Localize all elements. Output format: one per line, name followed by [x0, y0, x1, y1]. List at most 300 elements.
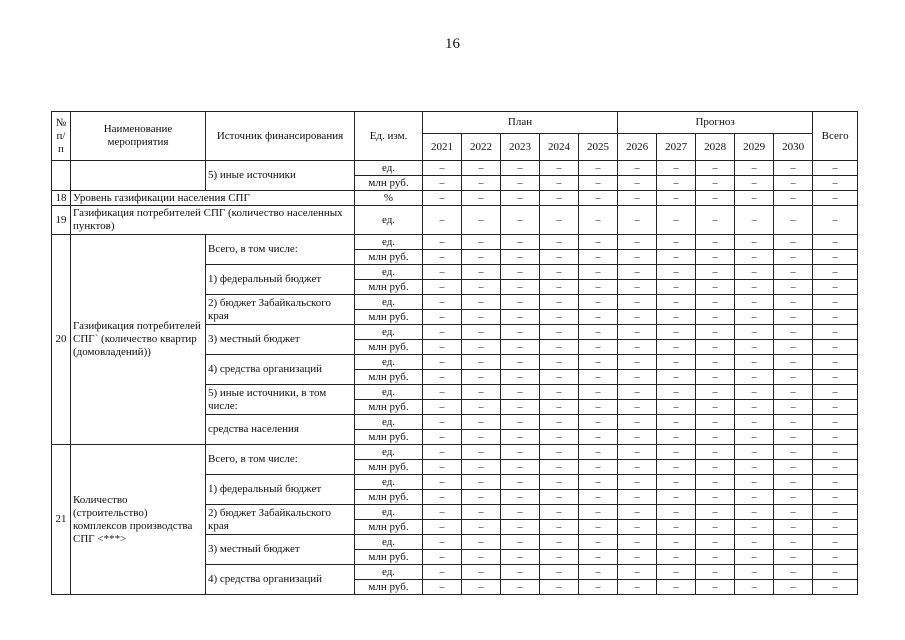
value-cell: – [657, 400, 696, 415]
unit-cell: ед. [355, 235, 423, 250]
unit-cell: % [355, 191, 423, 206]
value-cell: – [540, 520, 579, 535]
value-cell: – [540, 385, 579, 400]
year-header: 2028 [696, 134, 735, 161]
value-cell: – [423, 550, 462, 565]
value-cell: – [618, 235, 657, 250]
value-cell: – [735, 430, 774, 445]
value-cell: – [501, 505, 540, 520]
value-cell: – [540, 370, 579, 385]
value-cell: – [462, 340, 501, 355]
value-cell: – [540, 206, 579, 235]
value-cell: – [696, 370, 735, 385]
value-cell: – [774, 490, 813, 505]
value-cell: – [579, 580, 618, 595]
value-cell: – [618, 250, 657, 265]
value-cell: – [735, 385, 774, 400]
source-cell: 1) федеральный бюджет [206, 265, 355, 295]
unit-cell: млн руб. [355, 280, 423, 295]
value-cell: – [696, 340, 735, 355]
value-cell: – [462, 565, 501, 580]
value-cell: – [696, 415, 735, 430]
value-cell: – [579, 161, 618, 176]
value-cell: – [423, 235, 462, 250]
unit-cell: ед. [355, 475, 423, 490]
value-cell: – [501, 310, 540, 325]
value-cell: – [462, 535, 501, 550]
value-cell: – [423, 565, 462, 580]
value-cell: – [579, 445, 618, 460]
value-cell: – [462, 265, 501, 280]
value-cell: – [423, 490, 462, 505]
value-cell: – [423, 176, 462, 191]
value-cell: – [462, 176, 501, 191]
value-cell: – [813, 385, 858, 400]
value-cell: – [774, 280, 813, 295]
value-cell: – [774, 235, 813, 250]
header-plan: План [423, 112, 618, 134]
value-cell: – [774, 325, 813, 340]
header-unit: Ед. изм. [355, 112, 423, 161]
value-cell: – [462, 325, 501, 340]
value-cell: – [423, 340, 462, 355]
header-name: Наименование мероприятия [71, 112, 206, 161]
value-cell: – [618, 400, 657, 415]
row-number: 21 [52, 445, 71, 595]
value-cell: – [735, 206, 774, 235]
unit-cell: млн руб. [355, 580, 423, 595]
year-header: 2029 [735, 134, 774, 161]
value-cell: – [423, 325, 462, 340]
value-cell: – [735, 565, 774, 580]
value-cell: – [462, 430, 501, 445]
value-cell: – [696, 430, 735, 445]
value-cell: – [735, 550, 774, 565]
value-cell: – [735, 475, 774, 490]
value-cell: – [696, 385, 735, 400]
source-cell: 2) бюджет Забайкальского края [206, 295, 355, 325]
value-cell: – [579, 310, 618, 325]
value-cell: – [774, 206, 813, 235]
value-cell: – [774, 565, 813, 580]
value-cell: – [423, 191, 462, 206]
value-cell: – [657, 295, 696, 310]
value-cell: – [696, 280, 735, 295]
value-cell: – [501, 280, 540, 295]
unit-cell: ед. [355, 355, 423, 370]
year-header: 2026 [618, 134, 657, 161]
value-cell: – [540, 235, 579, 250]
value-cell: – [462, 505, 501, 520]
value-cell: – [657, 565, 696, 580]
value-cell: – [657, 355, 696, 370]
value-cell: – [579, 295, 618, 310]
value-cell: – [657, 460, 696, 475]
value-cell: – [618, 370, 657, 385]
unit-cell: ед. [355, 565, 423, 580]
value-cell: – [618, 445, 657, 460]
value-cell: – [813, 250, 858, 265]
value-cell: – [735, 490, 774, 505]
value-cell: – [618, 430, 657, 445]
unit-cell: ед. [355, 265, 423, 280]
value-cell: – [540, 430, 579, 445]
value-cell: – [540, 505, 579, 520]
measure-name: Газификация потребителей СПГ` (количество квартир (домовладений)) [71, 235, 206, 445]
value-cell: – [774, 505, 813, 520]
year-header: 2024 [540, 134, 579, 161]
value-cell: – [735, 325, 774, 340]
value-cell: – [462, 310, 501, 325]
value-cell: – [774, 400, 813, 415]
value-cell: – [540, 161, 579, 176]
value-cell: – [696, 445, 735, 460]
value-cell: – [618, 550, 657, 565]
source-cell: Всего, в том числе: [206, 235, 355, 265]
value-cell: – [579, 430, 618, 445]
value-cell: – [579, 250, 618, 265]
value-cell: – [462, 550, 501, 565]
value-cell: – [462, 235, 501, 250]
value-cell: – [813, 475, 858, 490]
value-cell: – [579, 325, 618, 340]
value-cell: – [696, 475, 735, 490]
source-cell: 4) средства организаций [206, 355, 355, 385]
unit-cell: ед. [355, 535, 423, 550]
value-cell: – [423, 280, 462, 295]
value-cell: – [657, 310, 696, 325]
value-cell: – [813, 415, 858, 430]
value-cell: – [735, 400, 774, 415]
value-cell: – [579, 280, 618, 295]
value-cell: – [735, 295, 774, 310]
value-cell: – [774, 340, 813, 355]
value-cell: – [540, 580, 579, 595]
value-cell: – [657, 415, 696, 430]
value-cell: – [501, 370, 540, 385]
value-cell: – [696, 535, 735, 550]
value-cell: – [501, 460, 540, 475]
unit-cell: млн руб. [355, 490, 423, 505]
value-cell: – [501, 265, 540, 280]
value-cell: – [735, 580, 774, 595]
value-cell: – [423, 430, 462, 445]
value-cell: – [618, 191, 657, 206]
value-cell: – [540, 445, 579, 460]
value-cell: – [813, 430, 858, 445]
value-cell: – [813, 520, 858, 535]
value-cell: – [540, 415, 579, 430]
value-cell: – [657, 161, 696, 176]
name-cell [71, 161, 206, 191]
value-cell: – [423, 400, 462, 415]
value-cell: – [813, 550, 858, 565]
value-cell: – [540, 400, 579, 415]
value-cell: – [618, 415, 657, 430]
source-cell: 5) иные источники [206, 161, 355, 191]
value-cell: – [501, 430, 540, 445]
value-cell: – [774, 445, 813, 460]
value-cell: – [657, 550, 696, 565]
value-cell: – [657, 191, 696, 206]
row-number: 18 [52, 191, 71, 206]
header-source: Источник финансирования [206, 112, 355, 161]
unit-cell: млн руб. [355, 430, 423, 445]
value-cell: – [501, 235, 540, 250]
value-cell: – [462, 370, 501, 385]
value-cell: – [579, 265, 618, 280]
value-cell: – [657, 325, 696, 340]
value-cell: – [540, 355, 579, 370]
value-cell: – [657, 520, 696, 535]
value-cell: – [462, 206, 501, 235]
value-cell: – [657, 340, 696, 355]
value-cell: – [735, 191, 774, 206]
unit-cell: млн руб. [355, 250, 423, 265]
value-cell: – [696, 206, 735, 235]
value-cell: – [540, 250, 579, 265]
value-cell: – [501, 325, 540, 340]
source-cell: средства населения [206, 415, 355, 445]
value-cell: – [813, 370, 858, 385]
value-cell: – [735, 265, 774, 280]
unit-cell: млн руб. [355, 520, 423, 535]
unit-cell: ед. [355, 505, 423, 520]
value-cell: – [657, 370, 696, 385]
value-cell: – [696, 490, 735, 505]
value-cell: – [774, 475, 813, 490]
value-cell: – [579, 520, 618, 535]
value-cell: – [579, 191, 618, 206]
value-cell: – [423, 250, 462, 265]
value-cell: – [579, 176, 618, 191]
value-cell: – [423, 445, 462, 460]
value-cell: – [579, 505, 618, 520]
value-cell: – [540, 191, 579, 206]
value-cell: – [501, 340, 540, 355]
value-cell: – [540, 325, 579, 340]
year-header: 2027 [657, 134, 696, 161]
unit-cell: ед. [355, 295, 423, 310]
value-cell: – [462, 490, 501, 505]
measure-name: Количество (строительство) комплексов производства СПГ <***> [71, 445, 206, 595]
value-cell: – [618, 265, 657, 280]
value-cell: – [579, 550, 618, 565]
value-cell: – [540, 280, 579, 295]
value-cell: – [423, 355, 462, 370]
value-cell: – [657, 475, 696, 490]
value-cell: – [774, 295, 813, 310]
value-cell: – [462, 295, 501, 310]
value-cell: – [501, 445, 540, 460]
value-cell: – [657, 445, 696, 460]
value-cell: – [696, 355, 735, 370]
value-cell: – [657, 430, 696, 445]
source-cell: 5) иные источники, в том числе: [206, 385, 355, 415]
value-cell: – [657, 265, 696, 280]
value-cell: – [696, 505, 735, 520]
value-cell: – [618, 295, 657, 310]
value-cell: – [813, 325, 858, 340]
value-cell: – [813, 161, 858, 176]
value-cell: – [735, 161, 774, 176]
value-cell: – [579, 370, 618, 385]
value-cell: – [813, 176, 858, 191]
value-cell: – [813, 310, 858, 325]
value-cell: – [657, 490, 696, 505]
value-cell: – [423, 475, 462, 490]
value-cell: – [618, 520, 657, 535]
unit-cell: ед. [355, 161, 423, 176]
value-cell: – [579, 460, 618, 475]
value-cell: – [540, 535, 579, 550]
page-number: 16 [445, 36, 460, 52]
value-cell: – [813, 355, 858, 370]
source-cell: 3) местный бюджет [206, 325, 355, 355]
value-cell: – [501, 295, 540, 310]
value-cell: – [501, 580, 540, 595]
value-cell: – [462, 161, 501, 176]
value-cell: – [540, 295, 579, 310]
value-cell: – [423, 310, 462, 325]
value-cell: – [618, 340, 657, 355]
value-cell: – [774, 191, 813, 206]
value-cell: – [735, 280, 774, 295]
value-cell: – [813, 505, 858, 520]
value-cell: – [501, 475, 540, 490]
value-cell: – [579, 400, 618, 415]
value-cell: – [618, 206, 657, 235]
value-cell: – [462, 475, 501, 490]
value-cell: – [657, 206, 696, 235]
value-cell: – [813, 280, 858, 295]
value-cell: – [618, 580, 657, 595]
value-cell: – [657, 535, 696, 550]
value-cell: – [735, 460, 774, 475]
value-cell: – [813, 235, 858, 250]
value-cell: – [423, 206, 462, 235]
value-cell: – [501, 490, 540, 505]
value-cell: – [462, 385, 501, 400]
year-header: 2025 [579, 134, 618, 161]
value-cell: – [813, 565, 858, 580]
value-cell: – [540, 565, 579, 580]
value-cell: – [735, 340, 774, 355]
value-cell: – [774, 265, 813, 280]
value-cell: – [657, 250, 696, 265]
value-cell: – [462, 460, 501, 475]
value-cell: – [735, 250, 774, 265]
value-cell: – [774, 250, 813, 265]
header-forecast: Прогноз [618, 112, 813, 134]
value-cell: – [618, 385, 657, 400]
row-number: 19 [52, 206, 71, 235]
value-cell: – [501, 565, 540, 580]
value-cell: – [735, 415, 774, 430]
value-cell: – [501, 206, 540, 235]
value-cell: – [696, 235, 735, 250]
value-cell: – [774, 370, 813, 385]
value-cell: – [696, 265, 735, 280]
value-cell: – [774, 580, 813, 595]
value-cell: – [774, 176, 813, 191]
value-cell: – [735, 355, 774, 370]
value-cell: – [501, 550, 540, 565]
year-header: 2022 [462, 134, 501, 161]
source-cell: 2) бюджет Забайкальского края [206, 505, 355, 535]
value-cell: – [774, 415, 813, 430]
value-cell: – [462, 280, 501, 295]
value-cell: – [774, 520, 813, 535]
value-cell: – [423, 460, 462, 475]
value-cell: – [618, 490, 657, 505]
value-cell: – [501, 535, 540, 550]
value-cell: – [657, 280, 696, 295]
value-cell: – [501, 250, 540, 265]
value-cell: – [423, 505, 462, 520]
value-cell: – [579, 385, 618, 400]
value-cell: – [696, 520, 735, 535]
value-cell: – [579, 475, 618, 490]
unit-cell: млн руб. [355, 460, 423, 475]
year-header: 2030 [774, 134, 813, 161]
value-cell: – [540, 265, 579, 280]
source-cell: 1) федеральный бюджет [206, 475, 355, 505]
value-cell: – [462, 355, 501, 370]
value-cell: – [696, 460, 735, 475]
value-cell: – [657, 385, 696, 400]
unit-cell: ед. [355, 206, 423, 235]
value-cell: – [735, 505, 774, 520]
value-cell: – [774, 430, 813, 445]
value-cell: – [696, 250, 735, 265]
value-cell: – [774, 550, 813, 565]
source-cell: Всего, в том числе: [206, 445, 355, 475]
source-cell: 3) местный бюджет [206, 535, 355, 565]
value-cell: – [540, 340, 579, 355]
value-cell: – [423, 415, 462, 430]
value-cell: – [501, 385, 540, 400]
unit-cell: ед. [355, 415, 423, 430]
value-cell: – [618, 161, 657, 176]
value-cell: – [501, 161, 540, 176]
value-cell: – [501, 520, 540, 535]
value-cell: – [774, 355, 813, 370]
value-cell: – [696, 550, 735, 565]
value-cell: – [813, 460, 858, 475]
value-cell: – [501, 176, 540, 191]
value-cell: – [540, 176, 579, 191]
value-cell: – [540, 490, 579, 505]
value-cell: – [579, 415, 618, 430]
value-cell: – [774, 310, 813, 325]
value-cell: – [579, 340, 618, 355]
header-no: № п/п [52, 112, 71, 161]
value-cell: – [774, 161, 813, 176]
value-cell: – [696, 191, 735, 206]
value-cell: – [813, 400, 858, 415]
value-cell: – [618, 475, 657, 490]
value-cell: – [735, 310, 774, 325]
year-header: 2023 [501, 134, 540, 161]
value-cell: – [657, 505, 696, 520]
unit-cell: ед. [355, 445, 423, 460]
value-cell: – [696, 176, 735, 191]
value-cell: – [462, 445, 501, 460]
measure-name: Уровень газификации населения СПГ [71, 191, 355, 206]
value-cell: – [423, 520, 462, 535]
value-cell: – [423, 535, 462, 550]
